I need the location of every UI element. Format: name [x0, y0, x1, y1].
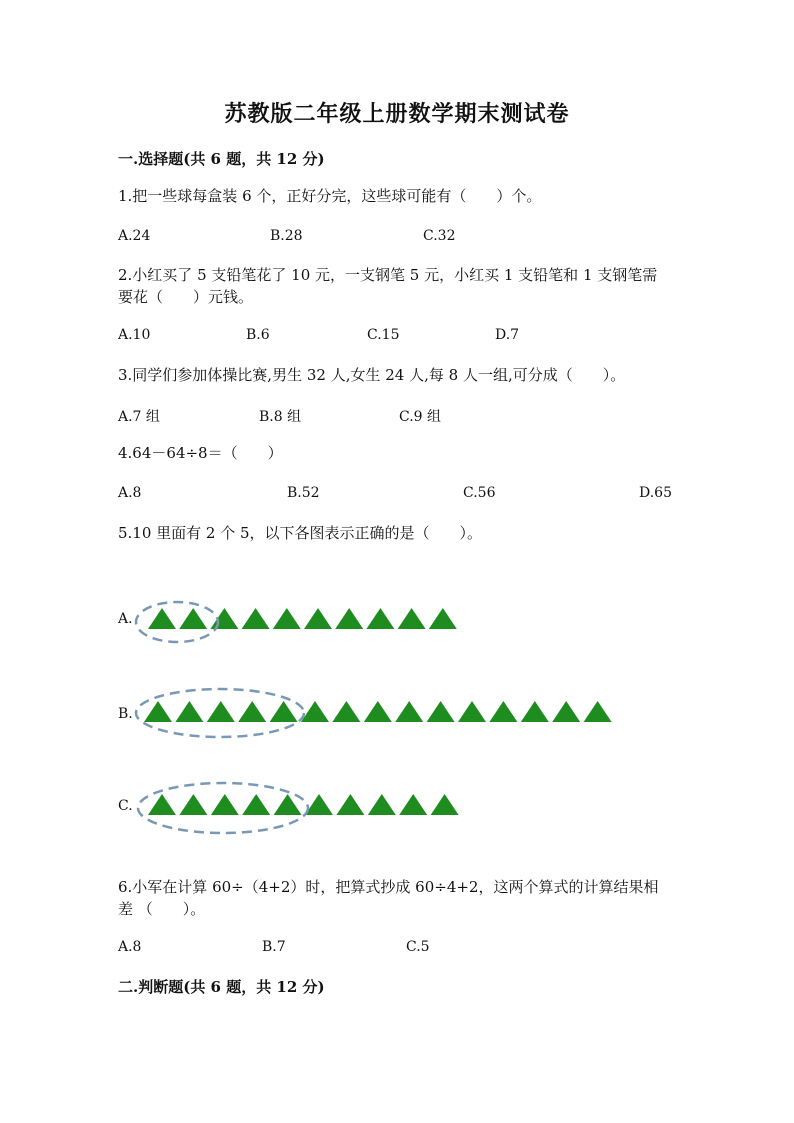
triangle	[521, 701, 549, 722]
question-6-text-line2: 差 （ ）。	[118, 900, 206, 918]
q3-option-c: C.9 组	[399, 409, 442, 425]
section-heading-judgement: 二.判断题(共 6 题，共 12 分)	[118, 978, 325, 996]
q4-option-a: A.8	[118, 485, 142, 501]
q5-figure-label-a: A.	[118, 611, 133, 627]
question-1-text: 1.把一些球每盒装 6 个，正好分完，这些球可能有（ ）个。	[118, 187, 542, 205]
circled-triangle	[148, 608, 176, 629]
dashed-grouping-ellipse	[136, 602, 218, 642]
triangle	[242, 608, 270, 629]
triangle	[431, 794, 459, 815]
triangle	[304, 608, 332, 629]
q4-option-d: D.65	[639, 485, 672, 501]
q5-figure-c	[135, 779, 495, 837]
triangle	[398, 608, 426, 629]
question-3-text: 3.同学们参加体操比赛,男生 32 人,女生 24 人,每 8 人一组,可分成（ ）。	[118, 366, 626, 384]
q6-option-b: B.7	[262, 939, 286, 955]
q2-option-d: D.7	[495, 327, 520, 343]
triangle	[427, 701, 455, 722]
triangle	[305, 794, 333, 815]
circled-triangle	[242, 794, 270, 815]
circled-triangle	[270, 701, 298, 722]
circled-triangle	[211, 794, 239, 815]
q1-option-c: C.32	[423, 228, 456, 244]
triangle	[552, 701, 580, 722]
question-4-text: 4.64－64÷8＝（ ）	[118, 444, 283, 462]
q5-figure-label-c: C.	[118, 798, 133, 814]
triangle	[366, 608, 394, 629]
triangle	[301, 701, 329, 722]
q5-figure-b	[135, 686, 635, 740]
question-5-text: 5.10 里面有 2 个 5，以下各图表示正确的是（ ）。	[118, 524, 483, 542]
question-6-text-line1: 6.小军在计算 60÷（4+2）时，把算式抄成 60÷4+2，这两个算式的计算结果相	[118, 878, 659, 896]
q6-option-a: A.8	[118, 939, 142, 955]
question-2-text-line2: 要花（ ）元钱。	[118, 288, 254, 306]
triangle	[335, 608, 363, 629]
circled-triangle	[148, 794, 176, 815]
circled-triangle	[179, 608, 207, 629]
triangle	[584, 701, 612, 722]
triangle	[368, 794, 396, 815]
q5-figure-a	[135, 596, 495, 648]
q3-option-b: B.8 组	[259, 409, 302, 425]
triangle	[489, 701, 517, 722]
circled-triangle	[207, 701, 235, 722]
circled-triangle	[238, 701, 266, 722]
page-title: 苏教版二年级上册数学期末测试卷	[224, 101, 570, 127]
q1-option-a: A.24	[118, 228, 151, 244]
triangle	[429, 608, 457, 629]
triangle	[273, 608, 301, 629]
q3-option-a: A.7 组	[118, 409, 160, 425]
question-2-text-line1: 2.小红买了 5 支铅笔花了 10 元，一支钢笔 5 元，小红买 1 支铅笔和 1 支钢笔需	[118, 266, 658, 284]
q2-option-c: C.15	[367, 327, 400, 343]
triangle	[364, 701, 392, 722]
triangle	[332, 701, 360, 722]
q5-figure-label-b: B.	[118, 706, 133, 722]
q2-option-a: A.10	[118, 327, 151, 343]
circled-triangle	[179, 794, 207, 815]
q4-option-b: B.52	[287, 485, 320, 501]
section-heading-choice: 一.选择题(共 6 题，共 12 分)	[118, 150, 325, 168]
triangle	[458, 701, 486, 722]
circled-triangle	[144, 701, 172, 722]
triangle	[210, 608, 238, 629]
triangle	[399, 794, 427, 815]
circled-triangle	[175, 701, 203, 722]
q1-option-b: B.28	[270, 228, 303, 244]
triangle	[395, 701, 423, 722]
q2-option-b: B.6	[246, 327, 270, 343]
q4-option-c: C.56	[463, 485, 496, 501]
q6-option-c: C.5	[406, 939, 430, 955]
triangle	[336, 794, 364, 815]
